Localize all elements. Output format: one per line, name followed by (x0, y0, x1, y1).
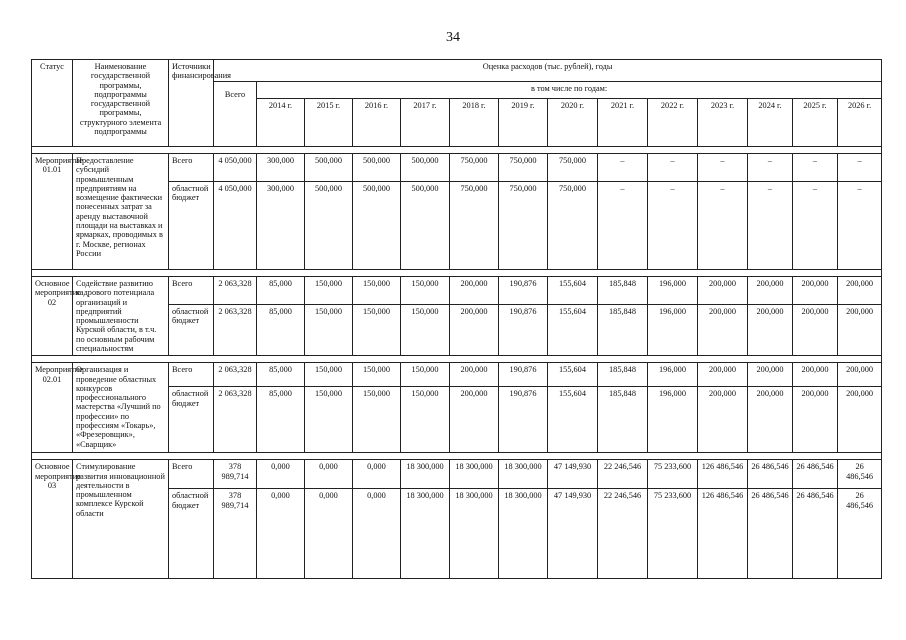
name-cell: Стимулирование развития инновационной деятельности в промышленном комплексе Курской области (73, 460, 169, 579)
value-cell: 155,604 (548, 304, 598, 355)
value-cell: 18 300,000 (450, 460, 499, 489)
header-status: Статус (32, 60, 73, 147)
value-cell: – (838, 182, 882, 270)
source-cell: областной бюджет (169, 387, 214, 453)
value-cell: 200,000 (698, 277, 748, 305)
value-cell: 200,000 (793, 277, 838, 305)
value-cell: 500,000 (401, 154, 450, 182)
value-cell: – (648, 182, 698, 270)
value-cell: 190,876 (499, 387, 548, 453)
value-cell: – (698, 154, 748, 182)
value-cell: 47 149,930 (548, 460, 598, 489)
table-header (32, 60, 882, 147)
value-cell: 18 300,000 (401, 489, 450, 579)
value-cell: 200,000 (450, 387, 499, 453)
value-cell: 150,000 (305, 363, 353, 387)
header-source: Источники финансирования (169, 60, 214, 147)
value-cell: 200,000 (838, 387, 882, 453)
value-cell: 150,000 (401, 277, 450, 305)
header-year: 2017 г. (401, 99, 450, 147)
source-cell: Всего (169, 460, 214, 489)
value-cell: 150,000 (401, 363, 450, 387)
value-cell: 150,000 (353, 387, 401, 453)
value-cell: 26 486,546 (793, 460, 838, 489)
value-cell: 75 233,600 (648, 489, 698, 579)
header-year: 2023 г. (698, 99, 748, 147)
header-by-years: в том числе по годам: (257, 82, 882, 99)
value-cell: 190,876 (499, 363, 548, 387)
value-cell: 26 486,546 (748, 460, 793, 489)
value-cell: 200,000 (838, 304, 882, 355)
value-cell: 85,000 (257, 304, 305, 355)
value-cell: 500,000 (353, 182, 401, 270)
value-cell: 200,000 (698, 363, 748, 387)
value-cell: 22 246,546 (598, 489, 648, 579)
header-estimate: Оценка расходов (тыс. рублей), годы (214, 60, 882, 82)
value-cell: 500,000 (353, 154, 401, 182)
value-cell: 200,000 (793, 363, 838, 387)
header-year: 2024 г. (748, 99, 793, 147)
header-year: 2019 г. (499, 99, 548, 147)
total-cell: 378 989,714 (214, 460, 257, 489)
source-cell: областной бюджет (169, 489, 214, 579)
value-cell: – (838, 154, 882, 182)
value-cell: 196,000 (648, 277, 698, 305)
value-cell: 150,000 (401, 304, 450, 355)
total-cell: 2 063,328 (214, 363, 257, 387)
value-cell: 0,000 (353, 489, 401, 579)
value-cell: 150,000 (305, 304, 353, 355)
value-cell: 0,000 (257, 489, 305, 579)
header-name: Наименование государственной программы, подпрограммы государственной программы, структурного элемента подпрограммы (73, 60, 169, 147)
value-cell: 126 486,546 (698, 489, 748, 579)
value-cell: 200,000 (450, 363, 499, 387)
header-year: 2014 г. (257, 99, 305, 147)
total-cell: 2 063,328 (214, 277, 257, 305)
value-cell: 155,604 (548, 363, 598, 387)
value-cell: – (793, 182, 838, 270)
header-year: 2016 г. (353, 99, 401, 147)
row-spacer (32, 270, 882, 277)
value-cell: 200,000 (748, 387, 793, 453)
value-cell: 150,000 (353, 277, 401, 305)
value-cell: 75 233,600 (648, 460, 698, 489)
value-cell: 18 300,000 (450, 489, 499, 579)
value-cell: 185,848 (598, 387, 648, 453)
header-total: Всего (214, 82, 257, 147)
page-number: 34 (446, 30, 460, 45)
value-cell: 196,000 (648, 363, 698, 387)
name-cell: Организация и проведение областных конкурсов профессионального мастерства «Лучший по профессии» по профессиям «Токарь», «Фрезеровщик», «Сварщик» (73, 363, 169, 453)
value-cell: 185,848 (598, 277, 648, 305)
value-cell: 750,000 (499, 154, 548, 182)
value-cell: 750,000 (548, 182, 598, 270)
value-cell: 150,000 (305, 387, 353, 453)
table-row (32, 363, 882, 387)
value-cell: – (748, 154, 793, 182)
value-cell: 0,000 (305, 460, 353, 489)
value-cell: 18 300,000 (499, 489, 548, 579)
source-cell: областной бюджет (169, 182, 214, 270)
value-cell: 85,000 (257, 387, 305, 453)
header-year: 2022 г. (648, 99, 698, 147)
value-cell: 150,000 (305, 277, 353, 305)
value-cell: 26 486,546 (838, 489, 882, 579)
value-cell: 300,000 (257, 182, 305, 270)
total-cell: 2 063,328 (214, 387, 257, 453)
value-cell: 47 149,930 (548, 489, 598, 579)
value-cell: 0,000 (257, 460, 305, 489)
status-cell: Основное мероприятие 02 (32, 277, 73, 356)
value-cell: 0,000 (305, 489, 353, 579)
row-spacer (32, 453, 882, 460)
value-cell: 200,000 (450, 277, 499, 305)
value-cell: 196,000 (648, 387, 698, 453)
value-cell: 155,604 (548, 387, 598, 453)
source-cell: Всего (169, 363, 214, 387)
value-cell: 150,000 (353, 304, 401, 355)
value-cell: 85,000 (257, 277, 305, 305)
value-cell: 200,000 (793, 387, 838, 453)
header-year: 2026 г. (838, 99, 882, 147)
header-year: 2020 г. (548, 99, 598, 147)
value-cell: 200,000 (748, 363, 793, 387)
value-cell: 26 486,546 (838, 460, 882, 489)
value-cell: – (648, 154, 698, 182)
value-cell: 200,000 (748, 277, 793, 305)
table-row (32, 154, 882, 182)
row-spacer (32, 147, 882, 154)
value-cell: 196,000 (648, 304, 698, 355)
total-cell: 4 050,000 (214, 182, 257, 270)
value-cell: 200,000 (748, 304, 793, 355)
value-cell: 185,848 (598, 304, 648, 355)
status-cell: Мероприятие 02.01 (32, 363, 73, 453)
value-cell: – (598, 182, 648, 270)
value-cell: 200,000 (698, 304, 748, 355)
total-cell: 378 989,714 (214, 489, 257, 579)
value-cell: 26 486,546 (748, 489, 793, 579)
header-year: 2018 г. (450, 99, 499, 147)
row-spacer (32, 356, 882, 363)
value-cell: 500,000 (401, 182, 450, 270)
source-cell: Всего (169, 154, 214, 182)
value-cell: 150,000 (401, 387, 450, 453)
value-cell: 26 486,546 (793, 489, 838, 579)
value-cell: 18 300,000 (401, 460, 450, 489)
value-cell: 85,000 (257, 363, 305, 387)
value-cell: 200,000 (450, 304, 499, 355)
value-cell: – (793, 154, 838, 182)
value-cell: 190,876 (499, 277, 548, 305)
source-cell: Всего (169, 277, 214, 305)
name-cell: Содействие развитию кадрового потенциала организаций и предприятий промышленности Курской области, в т.ч. по основным рабочим специальностям (73, 277, 169, 356)
name-cell: Предоставление субсидий промышленным предприятиям на возмещение фактически понесенных затрат за аренду выставочной площади на выставках и ярмарках, проводимых в г. Москве, регионах России (73, 154, 169, 270)
value-cell: 750,000 (450, 154, 499, 182)
value-cell: 200,000 (838, 277, 882, 305)
total-cell: 2 063,328 (214, 304, 257, 355)
value-cell: 500,000 (305, 182, 353, 270)
source-cell: областной бюджет (169, 304, 214, 355)
value-cell: 500,000 (305, 154, 353, 182)
value-cell: 200,000 (793, 304, 838, 355)
status-cell: Мероприятие 01.01 (32, 154, 73, 270)
header-year: 2025 г. (793, 99, 838, 147)
value-cell: 750,000 (499, 182, 548, 270)
value-cell: 750,000 (450, 182, 499, 270)
value-cell: 185,848 (598, 363, 648, 387)
status-cell: Основное мероприятие 03 (32, 460, 73, 579)
value-cell: 126 486,546 (698, 460, 748, 489)
value-cell: – (748, 182, 793, 270)
value-cell: 200,000 (838, 363, 882, 387)
value-cell: – (598, 154, 648, 182)
value-cell: 155,604 (548, 277, 598, 305)
value-cell: 0,000 (353, 460, 401, 489)
table-row (32, 460, 882, 489)
value-cell: 750,000 (548, 154, 598, 182)
value-cell: 200,000 (698, 387, 748, 453)
value-cell: 190,876 (499, 304, 548, 355)
value-cell: 150,000 (353, 363, 401, 387)
table-row (32, 277, 882, 305)
header-year: 2015 г. (305, 99, 353, 147)
value-cell: 22 246,546 (598, 460, 648, 489)
value-cell: – (698, 182, 748, 270)
budget-table (31, 59, 882, 579)
header-year: 2021 г. (598, 99, 648, 147)
value-cell: 18 300,000 (499, 460, 548, 489)
value-cell: 300,000 (257, 154, 305, 182)
total-cell: 4 050,000 (214, 154, 257, 182)
